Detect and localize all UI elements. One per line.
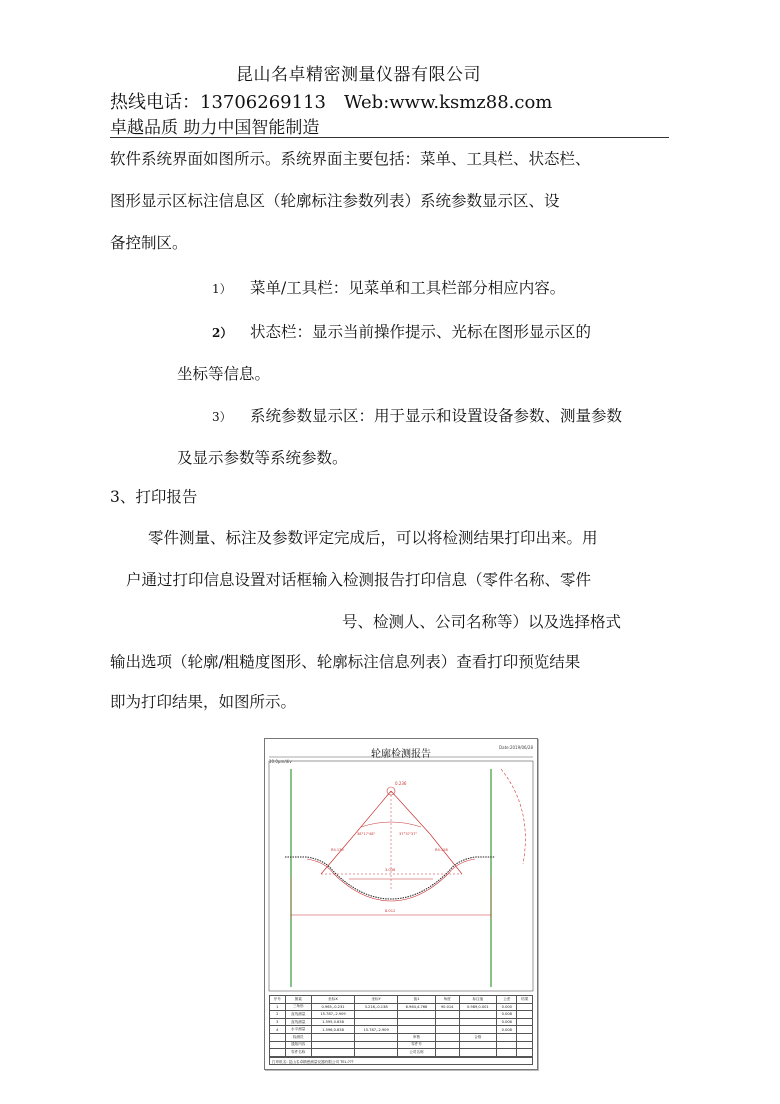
report-measurement-table bbox=[269, 995, 533, 1057]
label-left-angle: 38°17'48" bbox=[357, 832, 376, 836]
slogan: 卓越品质 助力中国智能制造 bbox=[110, 118, 320, 138]
list-item-3-number: 3） bbox=[212, 410, 232, 424]
table-cell bbox=[459, 1011, 497, 1019]
label-right-angle: 37°37'37" bbox=[399, 832, 418, 836]
table-cell: 三角形 bbox=[285, 1003, 311, 1011]
paragraph-line-5: 即为打印结果，如图所示。 bbox=[110, 693, 297, 711]
contact-line bbox=[110, 88, 552, 114]
table-cell bbox=[497, 1033, 517, 1041]
label-left-radius: R4.135 bbox=[331, 848, 344, 852]
table-cell bbox=[517, 1003, 533, 1011]
table-cell bbox=[398, 1011, 436, 1019]
table-cell: 1.595,0.638 bbox=[311, 1018, 354, 1026]
table-cell: 15.787,-2.909 bbox=[355, 1026, 398, 1034]
table-cell: 直线测量 bbox=[285, 1018, 311, 1026]
table-header-cell: 公差 bbox=[497, 996, 517, 1004]
table-cell bbox=[459, 1049, 497, 1057]
table-cell bbox=[270, 1033, 286, 1041]
table-row bbox=[270, 1018, 533, 1026]
table-cell: 公司名称 bbox=[398, 1049, 436, 1057]
table-cell bbox=[311, 1049, 354, 1057]
table-cell: 4 bbox=[270, 1026, 286, 1034]
table-row bbox=[270, 1049, 533, 1057]
table-cell: 零件号 bbox=[398, 1041, 436, 1049]
table-cell bbox=[497, 1049, 517, 1057]
table-cell: 1.596,0.638 bbox=[311, 1026, 354, 1034]
report-scale: 10.0μm/div bbox=[269, 759, 292, 764]
label-outer-width: 8.012 bbox=[385, 909, 396, 913]
label-top: 0.236 bbox=[395, 781, 407, 786]
paragraph-line-3: 号、检测人、公司名称等）以及选择格式 bbox=[342, 613, 622, 631]
table-cell bbox=[355, 1033, 398, 1041]
intro-line-2: 图形显示区标注信息区（轮廓标注参数列表）系统参数显示区、设 bbox=[110, 192, 560, 210]
table-header-cell: 值1 bbox=[398, 996, 436, 1004]
list-item-1-text: 菜单/工具栏：见菜单和工具栏部分相应内容。 bbox=[250, 279, 566, 297]
table-cell bbox=[435, 1026, 459, 1034]
table-cell bbox=[435, 1041, 459, 1049]
table-row bbox=[270, 1041, 533, 1049]
section-heading: 3、打印报告 bbox=[110, 488, 198, 506]
table-cell: 0.008 bbox=[497, 1026, 517, 1034]
table-cell bbox=[311, 1041, 354, 1049]
table-cell bbox=[497, 1041, 517, 1049]
header-divider bbox=[110, 137, 669, 138]
table-cell: 15.787,-2.909 bbox=[311, 1011, 354, 1019]
label-right-radius: R4.158 bbox=[435, 848, 448, 852]
table-cell bbox=[398, 1026, 436, 1034]
list-item-3-continued: 及显示参数等系统参数。 bbox=[177, 449, 348, 467]
table-header-cell: 坐标X bbox=[311, 996, 354, 1004]
table-cell: 3.216,-0.138 bbox=[355, 1003, 398, 1011]
table-row bbox=[270, 1026, 533, 1034]
list-item-1-number: 1） bbox=[212, 282, 232, 296]
table-cell: 2 bbox=[270, 1011, 286, 1019]
table-cell bbox=[459, 1026, 497, 1034]
company-name: 昆山名卓精密测量仪器有限公司 bbox=[236, 65, 481, 85]
table-cell: 通知内容 bbox=[285, 1041, 311, 1049]
table-cell bbox=[517, 1011, 533, 1019]
label-inner-width: 3.038 bbox=[385, 868, 396, 872]
table-cell bbox=[435, 1011, 459, 1019]
table-cell: 90.014 bbox=[435, 1003, 459, 1011]
table-cell: 0.008 bbox=[497, 1011, 517, 1019]
table-cell bbox=[459, 1018, 497, 1026]
table-cell: 6.964,4.766 bbox=[398, 1003, 436, 1011]
table-cell bbox=[435, 1018, 459, 1026]
table-header-row bbox=[270, 996, 533, 1004]
intro-line-3: 备控制区。 bbox=[110, 234, 188, 252]
table-row bbox=[270, 1033, 533, 1041]
hotline-text: 热线电话：13706269113 bbox=[110, 92, 326, 113]
report-footer: 打印机名: 昆山名卓精密测量仪器有限公司 TEL:??? bbox=[269, 1057, 533, 1065]
paragraph-line-4: 输出选项（轮廓/粗糙度图形、轮廓标注信息列表）查看打印预览结果 bbox=[110, 653, 581, 671]
paragraph-line-1: 零件测量、标注及参数评定完成后，可以将检测结果打印出来。用 bbox=[148, 529, 598, 547]
table-cell bbox=[517, 1018, 533, 1026]
table-cell bbox=[398, 1018, 436, 1026]
table-cell bbox=[355, 1049, 398, 1057]
table-cell bbox=[355, 1041, 398, 1049]
table-cell bbox=[270, 1049, 286, 1057]
table-cell bbox=[517, 1026, 533, 1034]
table-cell bbox=[459, 1041, 497, 1049]
table-cell: 0.000 bbox=[497, 1003, 517, 1011]
table-cell bbox=[517, 1041, 533, 1049]
table-cell bbox=[435, 1049, 459, 1057]
table-cell bbox=[355, 1011, 398, 1019]
table-row bbox=[270, 1011, 533, 1019]
list-item-2 bbox=[212, 325, 591, 341]
table-cell bbox=[517, 1033, 533, 1041]
report-date: Date:2019/06/28 bbox=[499, 745, 533, 750]
list-item-3-text: 系统参数显示区：用于显示和设置设备参数、测量参数 bbox=[250, 407, 623, 425]
table-cell: 0.006 bbox=[497, 1018, 517, 1026]
report-title: 轮廓检测报告 bbox=[371, 749, 431, 760]
report-preview-figure bbox=[264, 738, 538, 1070]
table-cell bbox=[517, 1049, 533, 1057]
table-header-cell: 坐标Y bbox=[355, 996, 398, 1004]
list-item-2-text: 状态栏：显示当前操作提示、光标在图形显示区的 bbox=[250, 323, 592, 341]
table-cell bbox=[355, 1018, 398, 1026]
table-cell: 直线测量 bbox=[285, 1011, 311, 1019]
website-text: Web:www.ksmz88.com bbox=[343, 92, 553, 113]
table-header-cell: 标注值 bbox=[459, 996, 497, 1004]
table-cell bbox=[270, 1041, 286, 1049]
table-cell bbox=[435, 1033, 459, 1041]
list-item-2-number: 2） bbox=[212, 326, 233, 340]
list-item-1 bbox=[212, 281, 565, 297]
table-cell: 1 bbox=[270, 1003, 286, 1011]
table-cell: 水平测量 bbox=[285, 1026, 311, 1034]
table-cell: 合格 bbox=[459, 1033, 497, 1041]
paragraph-line-2: 户通过打印信息设置对话框输入检测报告打印信息（零件名称、零件 bbox=[126, 571, 592, 589]
table-cell: 3 bbox=[270, 1018, 286, 1026]
table-header-cell: 角度 bbox=[435, 996, 459, 1004]
table-cell: 检测员 bbox=[285, 1033, 311, 1041]
table-cell bbox=[311, 1033, 354, 1041]
table-cell: 0.965,-0.231 bbox=[311, 1003, 354, 1011]
table-cell: 审核 bbox=[398, 1033, 436, 1041]
table-header-cell: 序号 bbox=[270, 996, 286, 1004]
table-header-cell: 结果 bbox=[517, 996, 533, 1004]
intro-line-1: 软件系统界面如图所示。系统界面主要包括：菜单、工具栏、状态栏、 bbox=[110, 150, 591, 168]
list-item-2-continued: 坐标等信息。 bbox=[177, 365, 271, 383]
table-cell: 0.989,0.001 bbox=[459, 1003, 497, 1011]
table-header-cell: 图素 bbox=[285, 996, 311, 1004]
table-cell: 零件名称 bbox=[285, 1049, 311, 1057]
table-row bbox=[270, 1003, 533, 1011]
list-item-3 bbox=[212, 409, 622, 425]
